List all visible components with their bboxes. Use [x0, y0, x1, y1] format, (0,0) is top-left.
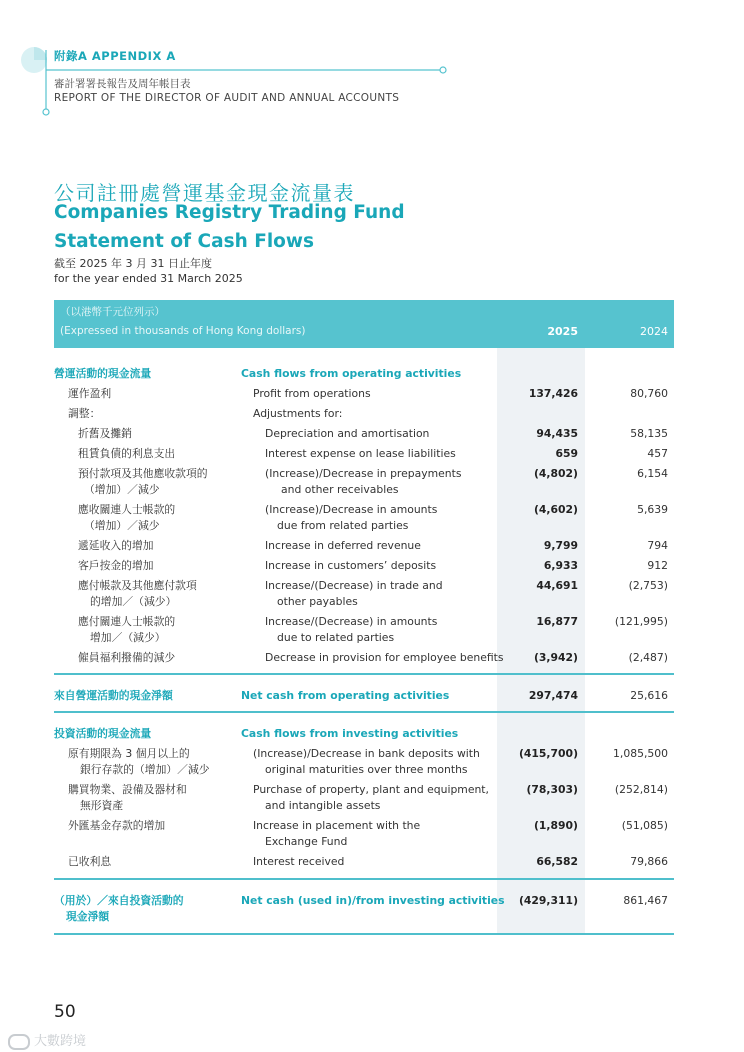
profit-label-en: Profit from operations [253, 387, 371, 400]
table-row-label-en: Interest expense on lease liabilities [265, 447, 456, 460]
table-row-label-en-cont: Exchange Fund [265, 835, 348, 848]
table-row-value-2024: 912 [647, 559, 668, 572]
table-row-label-en-cont: other payables [277, 595, 358, 608]
table-row-value-2024: 6,154 [637, 467, 668, 480]
table-row-value-2024: (2,487) [628, 651, 668, 664]
operating-heading-en: Cash flows from operating activities [241, 367, 462, 380]
table-row-label-cn-cont: （增加）／減少 [84, 519, 160, 532]
operating-net-label-cn: 來自營運活動的現金淨額 [54, 689, 173, 702]
table-row-value-2025: 66,582 [536, 855, 578, 868]
table-row-value-2025: 44,691 [536, 579, 578, 592]
table-row-label-cn-cont: 增加／（減少） [90, 631, 166, 644]
table-row-label-cn: 已收利息 [68, 855, 112, 868]
table-row-label-cn: 應付帳款及其他應付款項 [78, 579, 197, 592]
table-row-label-en: Depreciation and amortisation [265, 427, 430, 440]
report-title-cn: 審計署署長報告及周年帳目表 [54, 78, 191, 90]
table-row-label-en: Increase in deferred revenue [265, 539, 421, 552]
investing-net-2025: (429,311) [518, 894, 578, 907]
table-row-value-2024: 58,135 [630, 427, 668, 440]
table-row-value-2025: (78,303) [526, 783, 578, 796]
table-row-value-2024: (51,085) [621, 819, 668, 832]
table-row-value-2024: 5,639 [637, 503, 668, 516]
profit-label-cn: 運作盈利 [68, 387, 112, 400]
table-row-value-2024: 79,866 [630, 855, 668, 868]
table-row-label-cn: 租賃負債的利息支出 [78, 447, 176, 460]
watermark: 大數跨境 [8, 1030, 86, 1050]
table-row-value-2024: (2,753) [628, 579, 668, 592]
table-row-label-cn-cont: 銀行存款的（增加）／減少 [80, 763, 210, 776]
table-row-label-cn: 購買物業、設備及器材和 [68, 783, 187, 796]
investing-net-label-en: Net cash (used in)/from investing activities [241, 894, 505, 907]
table-row-label-cn: 應收關連人士帳款的 [78, 503, 176, 516]
divider [54, 711, 674, 713]
report-title-en: REPORT OF THE DIRECTOR OF AUDIT AND ANNUAL ACCOUNTS [54, 92, 400, 104]
unit-note-cn: （以港幣千元位列示） [60, 306, 165, 318]
table-row-value-2025: (4,802) [533, 467, 578, 480]
column-header-2024: 2024 [640, 325, 668, 338]
table-row-label-en: (Increase)/Decrease in bank deposits with [253, 747, 480, 760]
profit-2025: 137,426 [528, 387, 578, 400]
table-row-value-2025: (4,602) [533, 503, 578, 516]
table-row-label-cn-cont: 無形資產 [80, 799, 124, 812]
period-cn: 截至 2025 年 3 月 31 日止年度 [54, 257, 212, 270]
table-row-label-cn: 原有期限為 3 個月以上的 [68, 747, 190, 760]
table-row-value-2024: 794 [647, 539, 668, 552]
profit-2024: 80,760 [630, 387, 668, 400]
operating-heading-cn: 營運活動的現金流量 [54, 367, 152, 380]
divider [54, 933, 674, 935]
divider [54, 673, 674, 675]
table-row-label-en: Decrease in provision for employee benefits [265, 651, 504, 664]
statement-title-cn: 公司註冊處營運基金現金流量表 [54, 181, 355, 205]
table-row-value-2025: (3,942) [533, 651, 578, 664]
table-row-label-cn: 預付款項及其他應收款項的 [78, 467, 208, 480]
adjustments-label-en: Adjustments for: [253, 407, 343, 420]
table-row-label-cn-cont: （增加）／減少 [84, 483, 160, 496]
table-row-label-cn: 客戶按金的增加 [78, 559, 154, 572]
table-row-value-2025: (415,700) [518, 747, 578, 760]
table-row-value-2024: 457 [647, 447, 668, 460]
table-row-value-2024: (252,814) [614, 783, 668, 796]
table-row-value-2025: 94,435 [536, 427, 578, 440]
table-row-label-en: Purchase of property, plant and equipment, [253, 783, 489, 796]
operating-net-label-en: Net cash from operating activities [241, 689, 450, 702]
table-row-label-cn: 外匯基金存款的增加 [68, 819, 166, 832]
investing-net-label-cn: （用於）／來自投資活動的 [54, 894, 184, 907]
table-row-label-en: Increase in placement with the [253, 819, 421, 832]
table-row-label-cn: 僱員福利撥備的減少 [78, 651, 176, 664]
investing-heading-cn: 投資活動的現金流量 [54, 727, 152, 740]
page-number: 50 [54, 1002, 76, 1022]
table-row-value-2024: (121,995) [614, 615, 668, 628]
table-row-label-en-cont: original maturities over three months [265, 763, 468, 776]
watermark-logo-icon [8, 1034, 30, 1050]
table-row-value-2024: 1,085,500 [613, 747, 668, 760]
operating-net-2025: 297,474 [528, 689, 578, 702]
table-row-value-2025: 9,799 [543, 539, 578, 552]
table-row-label-en: Increase/(Decrease) in amounts [265, 615, 438, 628]
table-row-label-en: (Increase)/Decrease in amounts [265, 503, 438, 516]
table-row-label-en-cont: due from related parties [277, 519, 409, 532]
unit-note-en: (Expressed in thousands of Hong Kong dollars) [60, 325, 306, 337]
period-en: for the year ended 31 March 2025 [54, 272, 243, 285]
adjustments-label-cn: 調整： [68, 407, 101, 420]
appendix-label: 附錄A APPENDIX A [54, 49, 176, 63]
table-row-label-cn: 遞延收入的增加 [78, 539, 154, 552]
table-row-label-cn: 折舊及攤銷 [78, 427, 132, 440]
table-row-value-2025: (1,890) [533, 819, 578, 832]
statement-title-en-line2: Statement of Cash Flows [54, 231, 314, 252]
table-row-label-cn-cont: 的增加／（減少） [90, 595, 177, 608]
operating-net-2024: 25,616 [630, 689, 668, 702]
table-row-label-en: Increase/(Decrease) in trade and [265, 579, 443, 592]
column-header-2025: 2025 [547, 325, 578, 338]
table-row-value-2025: 16,877 [536, 615, 578, 628]
table-row-label-en-cont: and intangible assets [265, 799, 381, 812]
statement-title-en-line1: Companies Registry Trading Fund [54, 202, 405, 223]
divider [54, 878, 674, 880]
table-row-label-cn: 應付關連人士帳款的 [78, 615, 176, 628]
table-row-value-2025: 659 [555, 447, 578, 460]
table-row-label-en: Interest received [253, 855, 345, 868]
investing-net-label-cn-cont: 現金淨額 [66, 910, 110, 923]
table-row-label-en-cont: and other receivables [281, 483, 399, 496]
investing-heading-en: Cash flows from investing activities [241, 727, 459, 740]
table-row-label-en: (Increase)/Decrease in prepayments [265, 467, 462, 480]
investing-net-2024: 861,467 [623, 894, 668, 907]
table-row-label-en: Increase in customers’ deposits [265, 559, 437, 572]
table-row-label-en-cont: due to related parties [277, 631, 395, 644]
table-row-value-2025: 6,933 [543, 559, 578, 572]
